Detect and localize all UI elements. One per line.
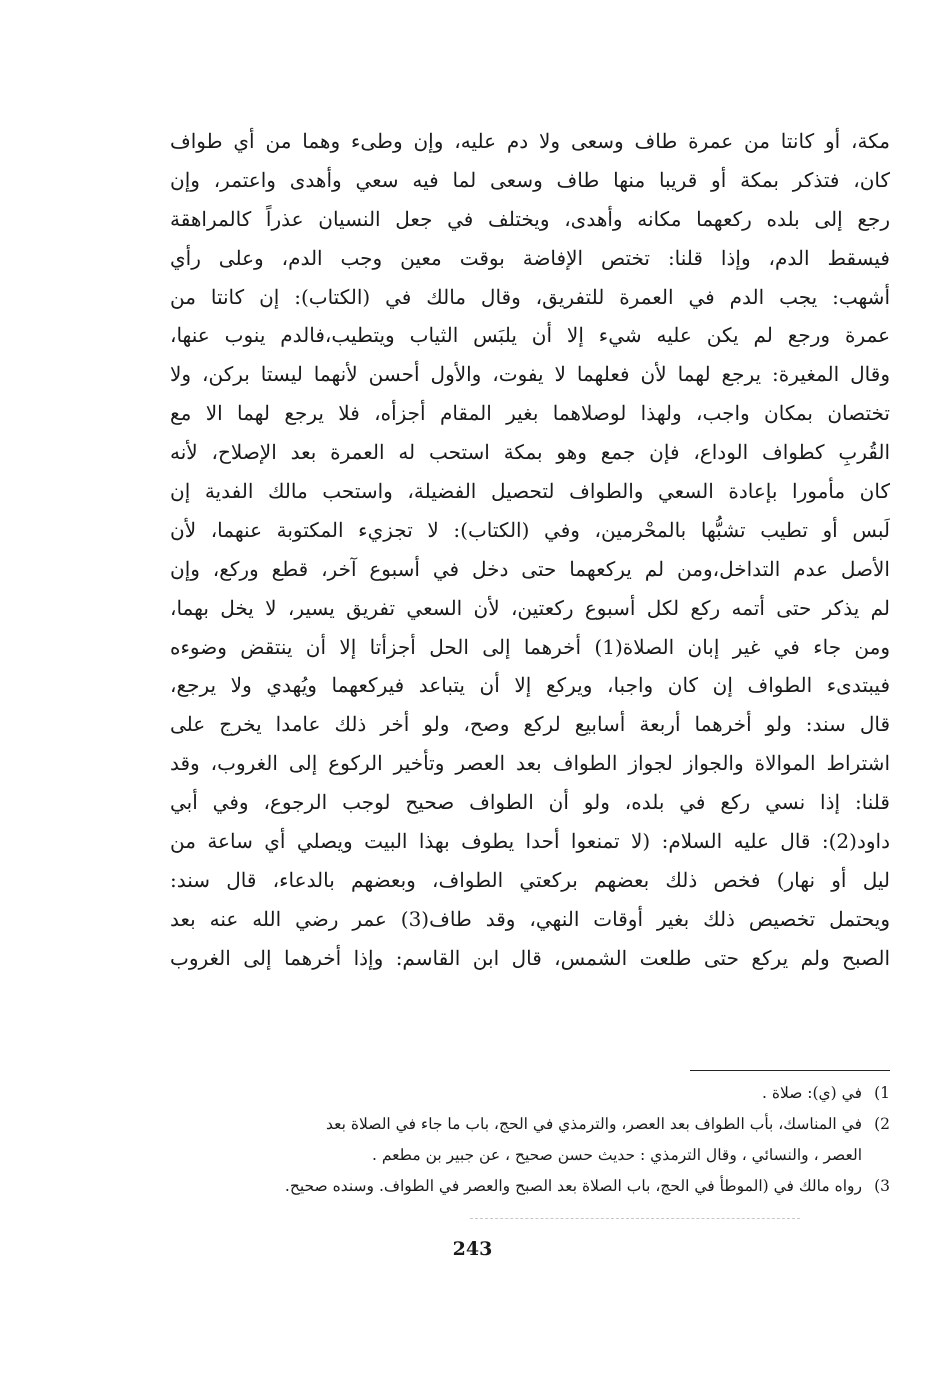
text-line: قال سند: ولو أخرهما أربعة أسابيع لركع وصح، ولو أخر ذلك عامدا يخرج على xyxy=(170,712,890,737)
text-line: كان، فتذكر بمكة أو قريبا منها طاف وسعى لما فيه سعي وأهدى واعتمر، وإن xyxy=(170,167,890,192)
text-line: داود(2): قال عليه السلام: (لا تمنعوا أحدا يطوف بهذا البيت ويصلي أي ساعة من xyxy=(170,829,890,854)
footnote xyxy=(170,1171,890,1202)
text-line: الأصل عدم التداخل،ومن لم يركعهما حتى دخل في أسبوع آخر، قطع وركع، وإن xyxy=(170,556,890,581)
text-line: القُربِ كطواف الوداع، فإن جمع وهو بمكة استحب له العمرة بعد الإصلاح، لأنه xyxy=(170,440,890,465)
footnote-text: رواه مالك في (الموطأ في الحج، باب الصلاة بعد الصبح والعصر في الطواف. وسنده صحيح. xyxy=(284,1177,862,1195)
text-line: كان مأمورا بإعادة السعي والطواف لتحصيل الفضيلة، واستحب مالك الفدية إن xyxy=(170,479,890,504)
footnote-text: العصر ، والنسائي ، وقال الترمذي : حديث حسن صحيح ، عن جبير بن مطعم . xyxy=(371,1146,862,1164)
text-line: ومن جاء في غير إبان الصلاة(1) أخرهما إلى الحل أجزأتا إلا أن ينتقض وضوءه xyxy=(170,634,890,659)
text-line: فيبتدىء الطواف إن كان واجبا، ويركع إلا أن يتباعد فيركعهما ويُهدي ولا يرجع، xyxy=(170,673,890,698)
footnote-number: 2) xyxy=(874,1115,890,1133)
footnotes-block xyxy=(170,1078,890,1202)
text-line: تختصان بمكان واجب، ولهذا لوصلاهما بغير المقام أجزأه، فلا يرجع لهما الا مع xyxy=(170,401,890,426)
text-line: اشتراط الموالاة والجواز لجواز الطواف بعد العصر وتأخير الركوع إلى الغروب، وقد xyxy=(170,751,890,776)
text-line: لم يذكر حتى أتمه ركع لكل أسبوع ركعتين، لأن السعي تفريق يسير، لا يخل بهما، xyxy=(170,595,890,620)
text-line: ويحتمل تخصيص ذلك بغير أوقات النهي، وقد طاف(3) عمر رضي الله عنه بعد xyxy=(170,906,890,931)
footnote xyxy=(170,1109,890,1140)
footnote-continuation xyxy=(170,1140,890,1171)
text-line: مكة، أو كانتا من عمرة طاف وسعى ولا دم عليه، وإن وطىء وهما من أي طواف xyxy=(170,129,890,153)
footnote xyxy=(170,1078,890,1109)
main-text-block xyxy=(170,122,890,978)
text-line: وقال المغيرة: يرجع لهما لأن فعلهما لا يفوت، والأول أحسن لأنهما ليستا بركن، ولا xyxy=(170,362,890,387)
text-line: رجع إلى بلده ركعهما مكانه وأهدى، ويختلف في جعل النسيان عذراً كالمراهقة xyxy=(170,206,890,231)
text-line: لَبس أو تطيب تشبُّها بالمحْرمين، وفي (الكتاب): لا تجزيء المكتوبة عنهما، لأن xyxy=(170,517,890,542)
footnote-number: 1) xyxy=(874,1084,890,1102)
page-number: 243 xyxy=(452,1238,493,1260)
footnote-separator xyxy=(690,1070,890,1071)
text-line: عمرة ورجع لم يكن عليه شيء إلا أن يلبَس الثياب ويتطيب،فالدم ينوب عنها، xyxy=(170,323,890,348)
footnote-number: 3) xyxy=(874,1177,890,1195)
footnote-text: في المناسك، بأب الطواف بعد العصر، والترمذي في الحج، باب ما جاء في الصلاة بعد xyxy=(326,1115,862,1133)
footnote-text: في (ي): صلاة . xyxy=(761,1084,862,1102)
text-line: أشهب: يجب الدم في العمرة للتفريق، وقال مالك في (الكتاب): إن كانتا من xyxy=(170,284,890,309)
text-line: فيسقط الدم، وإذا قلنا: تختص الإفاضة بوقت معين وجب الدم، وعلى رأي xyxy=(170,245,890,270)
scan-artifact xyxy=(470,1218,800,1219)
text-line: ليل أو نهار) فخص ذلك بعضهم بركعتي الطواف، وبعضهم بالدعاء، قال سند: xyxy=(170,867,890,892)
text-line: قلنا: إذا نسي ركع في بلده، ولو أن الطواف صحيح لوجب الرجوع، وفي أبي xyxy=(170,790,890,815)
text-line: الصبح ولم يركع حتى طلعت الشمس، قال ابن القاسم: وإذا أخرهما إلى الغروب xyxy=(170,945,890,970)
